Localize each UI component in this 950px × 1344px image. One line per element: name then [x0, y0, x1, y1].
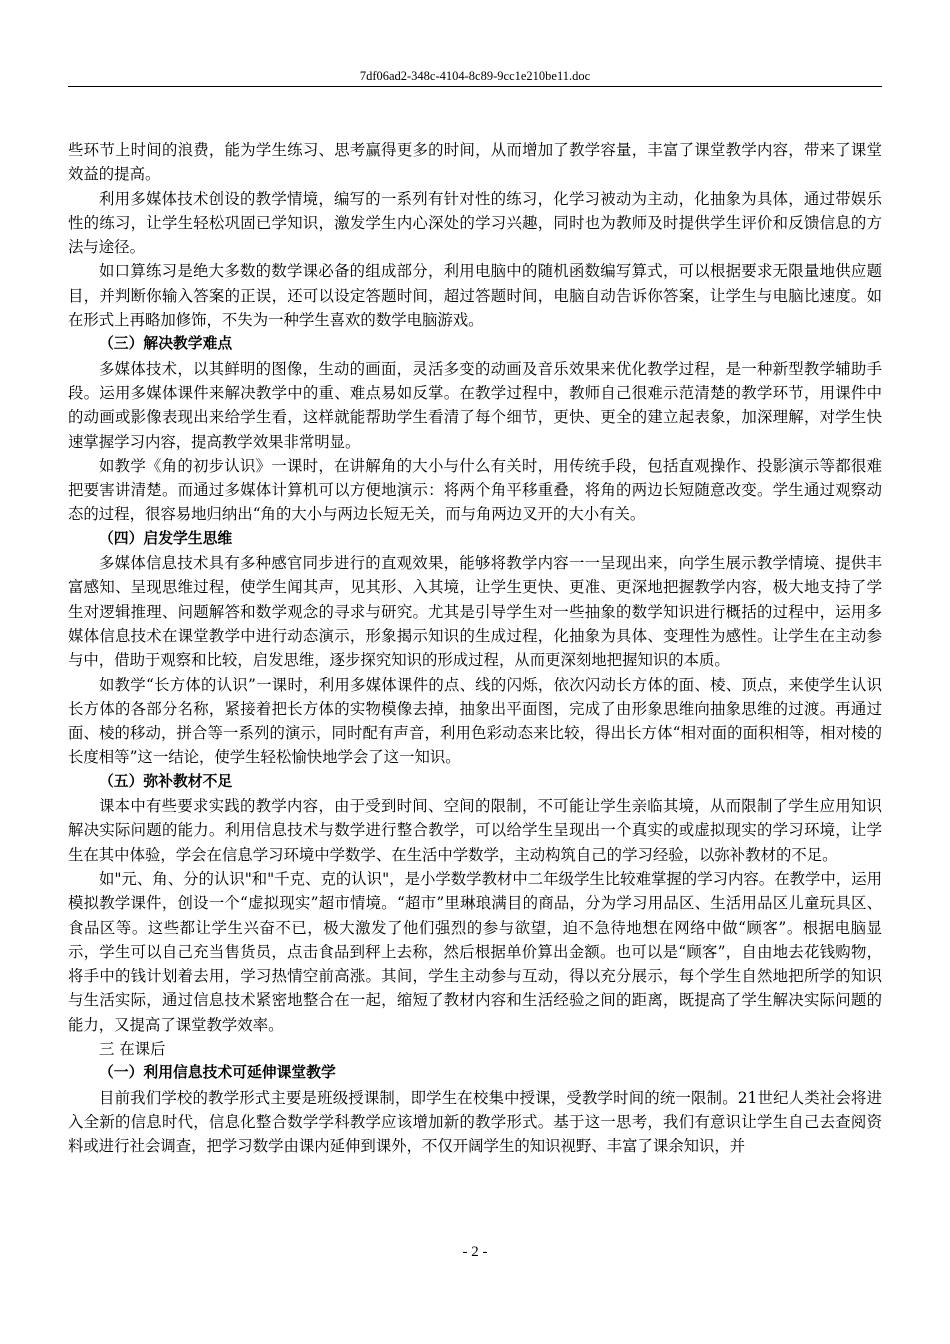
paragraph-8: 课本中有些要求实践的教学内容，由于受到时间、空间的限制，不可能让学生亲临其境，从而限制了学生应用知识解决实际问题的能力。利用信息技术与数学进行整合教学，可以给学生呈现出一个真实的或虚拟现实的学习环境，让学生在其中体验，学会在信息学习环境中学数学、在生活中学数学，主动构筑自己的学习经验，以弥补教材的不足。 — [68, 797, 882, 864]
paragraph-5: 如教学《角的初步认识》一课时，在讲解角的大小与什么有关时，用传统手段，包括直观操作、投影演示等都很难把要害讲清楚。而通过多媒体计算机可以方便地演示：将两个角平移重叠，将角的两边长短随意改变。学生通过观察动态的过程，很容易地归纳出“角的大小与两边长短无关，而与角两边叉开的大小有关。 — [68, 456, 882, 524]
document-body — [68, 138, 882, 1158]
section-after-class: 三 在课后 — [99, 1039, 166, 1058]
paragraph-7: 如教学“长方体的认识”一课时，利用多媒体课件的点、线的闪烁，依次闪动长方体的面、棱、顶点，来使学生认识长方体的各部分名称，紧接着把长方体的实物模像去掉，抽象出平面图，完成了由形象思维向抽象思维的过渡。再通过面、棱的移动，拼合等一系列的演示，同时配有声音，利用色彩动态来比较，得出长方体“相对面的面积相等，相对棱的长度相等”这一结论，使学生轻松愉快地学会了这一知识。 — [68, 675, 882, 767]
header-rule — [68, 86, 882, 87]
page-header — [68, 68, 882, 86]
heading-inspire-thinking: （四）启发学生思维 — [99, 529, 233, 547]
heading-solve-difficulties: （三）解决教学难点 — [99, 335, 233, 353]
paragraph-1: 些环节上时间的浪费，能为学生练习、思考赢得更多的时间，从而增加了教学容量，丰富了课堂教学内容，带来了课堂效益的提高。 — [68, 141, 882, 184]
paragraph-3: 如口算练习是绝大多数的数学课必备的组成部分，利用电脑中的随机函数编写算式，可以根据要求无限量地供应题目，并判断你输入答案的正误，还可以设定答题时间，超过答题时间，电脑自动告诉你答案，让学生与电脑比速度。如在形式上再略加修饰，不失为一种学生喜欢的数学电脑游戏。 — [68, 262, 882, 330]
heading-extend-teaching: （一）利用信息技术可延伸课堂教学 — [99, 1064, 336, 1082]
heading-supplement-textbook: （五）弥补教材不足 — [99, 772, 233, 790]
page-number: - 2 - — [462, 1244, 488, 1260]
document-filename: 7df06ad2-348c-4104-8c89-9cc1e210be11.doc — [359, 69, 591, 83]
paragraph-6: 多媒体信息技术具有多种感官同步进行的直观效果，能够将教学内容一一呈现出来，向学生展示教学情境、提供丰富感知、呈现思维过程，使学生闻其声，见其形、入其境，让学生更快、更准、更深地把握教学内容，极大地支持了学生对逻辑推理、问题解答和数学观念的寻求与研究。尤其是引导学生对一些抽象的数学知识进行概括的过程中，运用多媒体信息技术在课堂教学中进行动态演示，形象揭示知识的生成过程，化抽象为具体、变理性为感性。让学生在主动参与中，借助于观察和比较，启发思维，逐步探究知识的形成过程，从而更深刻地把握知识的本质。 — [68, 554, 882, 670]
paragraph-9: 如"元、角、分的认识"和"千克、克的认识"，是小学数学教材中二年级学生比较难掌握的学习内容。在教学中，运用模拟教学课件，创设一个“虚拟现实”超市情境。“超市”里琳琅满目的商品，分为学习用品区、生活用品区儿童玩具区、食品区等。这些都让学生兴奋不已，极大激发了他们强烈的参与欲望，迫不急待地想在网络中做“顾客”。根据电脑显示，学生可以自己充当售货员，点击食品到秤上去称，然后根据单价算出金额。也可以是“顾客”，自由地去花钱购物，将手中的钱计划着去用，学习热情空前高涨。其间，学生主动参与互动，得以充分展示，每个学生自然地把所学的知识与生活实际，通过信息技术紧密地整合在一起，缩短了教材内容和生活经验之间的距离，既提高了学生解决实际问题的能力，又提高了课堂教学效率。 — [68, 869, 882, 1034]
paragraph-4: 多媒体技术，以其鲜明的图像，生动的画面，灵活多变的动画及音乐效果来优化教学过程，是一种新型教学辅助手段。运用多媒体课件来解决教学中的重、难点易如反掌。在教学过程中，教师自己很难示范清楚的教学环节，用课件中的动画或影像表现出来给学生看，这样就能帮助学生看清了每个细节，更快、更全的建立起表象，加深理解，对学生快速掌握学习内容，提高教学效果非常明显。 — [68, 359, 882, 451]
paragraph-2: 利用多媒体技术创设的教学情境，编写的一系列有针对性的练习，化学习被动为主动，化抽象为具体，通过带娱乐性的练习，让学生轻松巩固已学知识，激发学生内心深处的学习兴趣，同时也为教师及时提供学生评价和反馈信息的方法与途径。 — [68, 189, 882, 257]
paragraph-10: 目前我们学校的教学形式主要是班级授课制，即学生在校集中授课，受教学时间的统一限制。21世纪人类社会将进入全新的信息时代，信息化整合数学学科教学应该增加新的教学形式。基于这一思考，我们有意识让学生自己去查阅资料或进行社会调查，把学习数学由课内延伸到课外，不仅开阔学生的知识视野、丰富了课余知识，并 — [68, 1088, 882, 1156]
